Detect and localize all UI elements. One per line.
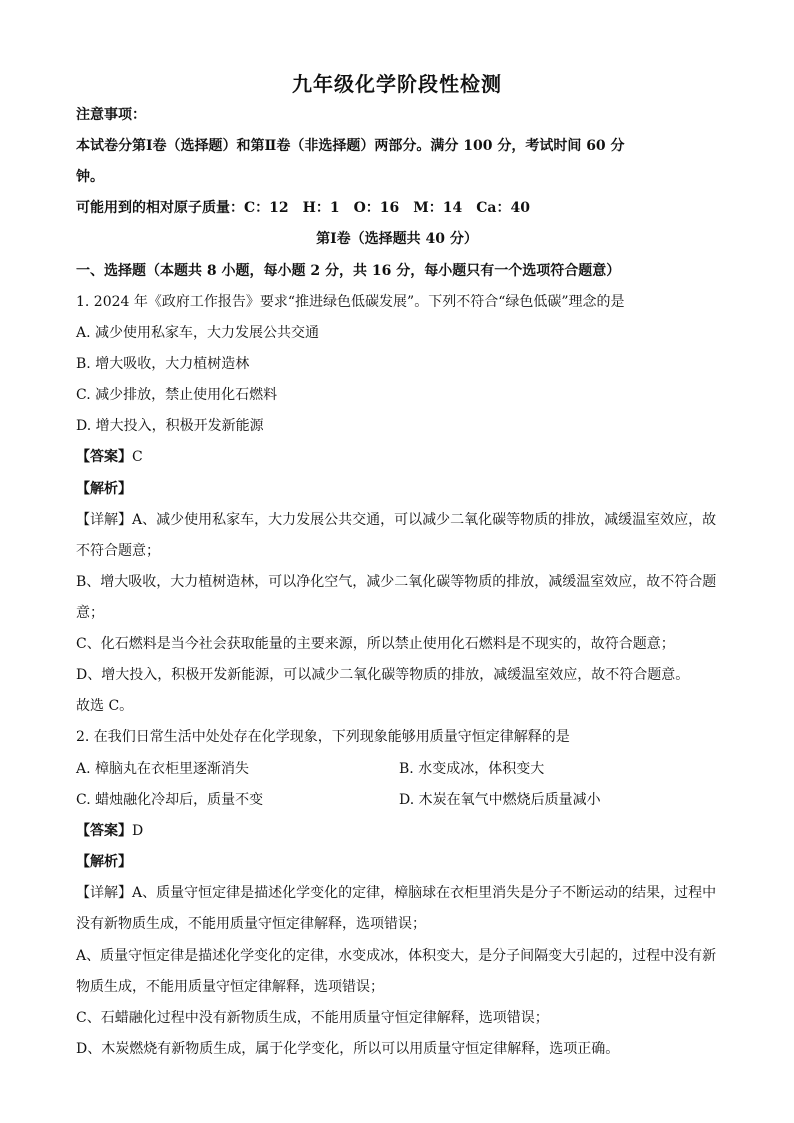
- q2-detail-line: A、质量守恒定律是描述化学变化的定律，水变成冰，体积变大，是分子间隔变大引起的，过程中没有新: [76, 948, 717, 964]
- notice-line-1: 本试卷分第Ⅰ卷（选择题）和第Ⅱ卷（非选择题）两部分。满分 100 分，考试时间 60 分: [76, 138, 625, 154]
- q1-option-b: B. 增大吸收，大力植树造林: [76, 356, 250, 372]
- q1-detail-line: D、增大投入，积极开发新能源，可以减少二氧化碳等物质的排放，减缓温室效应，故不符合题意。: [76, 667, 690, 683]
- q1-answer-value: C: [132, 449, 143, 465]
- part1-title: 第Ⅰ卷（选择题共 40 分）: [316, 231, 478, 247]
- q2-option-a: A. 樟脑丸在衣柜里逐渐消失: [76, 761, 250, 777]
- q2-options-row-2: [76, 790, 726, 810]
- q1-stem: 1. 2024 年《政府工作报告》要求“推进绿色低碳发展”。下列不符合“绿色低碳”理念的是: [76, 294, 625, 310]
- q2-detail-line: C、石蜡融化过程中没有新物质生成，不能用质量守恒定律解释，选项错误；: [76, 1010, 549, 1026]
- exam-title: 九年级化学阶段性检测: [292, 72, 502, 96]
- q2-answer-label: 【答案】: [76, 823, 132, 839]
- q2-detail-line: 没有新物质生成，不能用质量守恒定律解释，选项错误；: [76, 916, 426, 932]
- q1-answer-label: 【答案】: [76, 449, 132, 465]
- notice-heading: 注意事项：: [76, 107, 146, 123]
- q2-stem: 2. 在我们日常生活中处处存在化学现象，下列现象能够用质量守恒定律解释的是: [76, 729, 570, 745]
- q1-detail-line: C、化石燃料是当今社会获取能量的主要来源，所以禁止使用化石燃料是不现实的，故符合题意；: [76, 636, 675, 652]
- q1-detail-line: 意；: [76, 605, 104, 621]
- q1-answer: [76, 447, 726, 467]
- q2-detail-line: D、木炭燃烧有新物质生成，属于化学变化，所以可以用质量守恒定律解释，选项正确。: [76, 1041, 620, 1057]
- q1-analysis-label: 【解析】: [76, 481, 132, 497]
- atomic-mass-line: 可能用到的相对原子质量：C：12 H：1 O：16 M：14 Ca：40: [76, 200, 530, 216]
- section1-title: 一、选择题（本题共 8 小题，每小题 2 分，共 16 分，每小题只有一个选项符合题意）: [76, 263, 621, 279]
- q2-analysis-label: 【解析】: [76, 854, 132, 870]
- q1-option-a: A. 减少使用私家车，大力发展公共交通: [76, 325, 320, 341]
- q2-option-d: D. 木炭在氧气中燃烧后质量减小: [399, 792, 601, 808]
- q2-option-c: C. 蜡烛融化冷却后，质量不变: [76, 792, 264, 808]
- q1-detail-line: 不符合题意；: [76, 543, 160, 559]
- q2-answer-value: D: [132, 823, 144, 839]
- q1-detail-line: 【详解】A、减少使用私家车，大力发展公共交通，可以减少二氧化碳等物质的排放，减缓温室效应，故: [76, 512, 717, 528]
- q2-detail-line: 物质生成，不能用质量守恒定律解释，选项错误；: [76, 979, 384, 995]
- q2-options-row-1: [76, 759, 726, 779]
- q2-answer: [76, 821, 726, 841]
- q2-option-b: B. 水变成冰，体积变大: [399, 761, 545, 777]
- q1-detail-line: B、增大吸收，大力植树造林，可以净化空气，减少二氧化碳等物质的排放，减缓温室效应，故不符合题: [76, 574, 717, 590]
- q1-option-c: C. 减少排放，禁止使用化石燃料: [76, 387, 278, 403]
- q1-conclusion: 故选 C。: [76, 698, 134, 714]
- q2-detail-line: 【详解】A、质量守恒定律是描述化学变化的定律，樟脑球在衣柜里消失是分子不断运动的结果，过程中: [76, 885, 717, 901]
- q1-option-d: D. 增大投入，积极开发新能源: [76, 418, 264, 434]
- notice-line-2: 钟。: [76, 169, 104, 185]
